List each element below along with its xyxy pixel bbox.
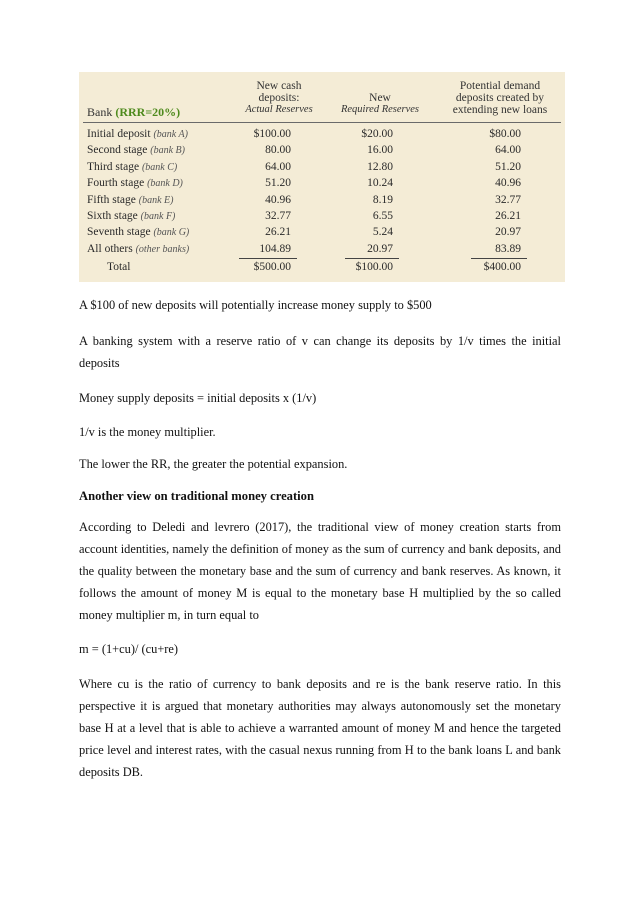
table-row bbox=[79, 243, 565, 256]
stage-name: Third stage bbox=[87, 160, 140, 173]
deposits-cell: $100.00 bbox=[253, 128, 291, 140]
money-multiplier-table bbox=[79, 72, 565, 282]
stage-label bbox=[87, 144, 185, 157]
bank-header-label: Bank bbox=[87, 105, 113, 119]
deposits-cell: 64.00 bbox=[265, 160, 291, 173]
section-heading: Another view on traditional money creation bbox=[79, 489, 314, 503]
potential-cell: 83.89 bbox=[495, 242, 521, 255]
potential-cell: $80.00 bbox=[489, 128, 521, 140]
reserves-sum-line bbox=[345, 258, 399, 259]
bank-name: (bank A) bbox=[153, 129, 188, 140]
deposits-cell: 80.00 bbox=[265, 144, 291, 157]
bank-name: (bank B) bbox=[150, 145, 185, 157]
potential-sum-line bbox=[471, 258, 527, 259]
bank-name: (other banks) bbox=[135, 243, 190, 255]
reserves-cell: 5.24 bbox=[372, 226, 393, 239]
paragraph-2: A banking system with a reserve ratio of v can change its deposits by 1/v times the initial deposits bbox=[79, 334, 561, 370]
col1-header-line1: New cash bbox=[256, 80, 302, 92]
stage-label bbox=[87, 194, 173, 207]
stage-name: Initial deposit bbox=[87, 128, 151, 140]
total-label: Total bbox=[107, 261, 131, 273]
stage-label bbox=[87, 128, 188, 141]
paragraph-4: 1/v is the money multiplier. bbox=[79, 425, 216, 439]
stage-label bbox=[87, 243, 189, 256]
table-row bbox=[79, 161, 565, 174]
potential-cell: 20.97 bbox=[495, 226, 521, 239]
table-row bbox=[79, 128, 565, 141]
col3-header-line1: Potential demand bbox=[459, 80, 541, 92]
reserves-cell: 16.00 bbox=[367, 144, 393, 157]
stage-label bbox=[87, 226, 189, 239]
reserves-cell: 20.97 bbox=[367, 242, 393, 255]
col2-header-line1: New bbox=[369, 92, 391, 104]
bank-name: (bank C) bbox=[141, 161, 178, 173]
col2-header bbox=[325, 92, 435, 116]
formula: m = (1+cu)/ (cu+re) bbox=[79, 642, 179, 656]
stage-name: Sixth stage bbox=[87, 210, 138, 222]
table-row bbox=[79, 194, 565, 207]
table-row bbox=[79, 210, 565, 223]
col1-header-line3: Actual Reserves bbox=[245, 104, 313, 115]
table-row-total bbox=[79, 261, 565, 274]
paragraph-6: According to Deledi and levrero (2017), the traditional view of money creation starts from account identities, namely the definition of money as the sum of currency and bank deposits, and the quality between the monetary base and the sum of currency and bank reserves. As known, it follows the amount of money M is equal to the monetary base H multiplied by the so called money multiplier m, in turn equal to bbox=[79, 520, 561, 622]
stage-name: Fifth stage bbox=[87, 193, 136, 206]
col1-header bbox=[229, 80, 329, 116]
total-deposits: $500.00 bbox=[253, 261, 291, 273]
paragraph-3: Money supply deposits = initial deposits x (1/v) bbox=[79, 391, 317, 405]
deposits-sum-line bbox=[239, 258, 297, 259]
bank-name: (bank F) bbox=[140, 211, 176, 222]
header-rule bbox=[83, 122, 561, 123]
deposits-cell: 40.96 bbox=[265, 193, 291, 206]
rrr-label: (RRR=20%) bbox=[115, 105, 181, 119]
stage-name: All others bbox=[87, 242, 133, 255]
col1-header-line2: deposits: bbox=[258, 92, 300, 104]
reserves-cell: $20.00 bbox=[361, 128, 393, 140]
paragraph-8: Where cu is the ratio of currency to bank deposits and re is the bank reserve ratio. In this perspective it is argued that monetary authorities may always autonomously set the monetary base H at a level that is able to achieve a warranted amount of money M and hence the targeted price level and interest rates, with the casual nexus running from H to the bank loans L and bank deposits DB. bbox=[79, 677, 561, 779]
bank-header bbox=[87, 105, 180, 120]
deposits-cell: 26.21 bbox=[265, 226, 291, 239]
potential-cell: 51.20 bbox=[495, 160, 521, 173]
reserves-cell: 12.80 bbox=[367, 160, 393, 173]
col3-header-line2: deposits created by bbox=[455, 92, 545, 104]
col2-header-line2: Required Reserves bbox=[340, 104, 420, 115]
total-potential: $400.00 bbox=[483, 261, 521, 273]
stage-name: Seventh stage bbox=[87, 226, 151, 239]
stage-label bbox=[87, 177, 183, 190]
potential-cell: 32.77 bbox=[495, 193, 521, 206]
table-row bbox=[79, 226, 565, 239]
stage-name: Fourth stage bbox=[87, 177, 145, 190]
table-row bbox=[79, 144, 565, 157]
table-row bbox=[79, 177, 565, 190]
bank-name: (bank E) bbox=[138, 194, 174, 206]
reserves-cell: 6.55 bbox=[372, 210, 393, 222]
stage-label bbox=[87, 210, 175, 223]
col3-header bbox=[441, 80, 559, 116]
deposits-cell: 51.20 bbox=[265, 177, 291, 190]
reserves-cell: 8.19 bbox=[372, 193, 393, 206]
stage-label bbox=[87, 161, 177, 174]
potential-cell: 64.00 bbox=[495, 144, 521, 157]
col3-header-line3: extending new loans bbox=[452, 104, 548, 116]
bank-name: (bank D) bbox=[147, 178, 183, 190]
potential-cell: 26.21 bbox=[495, 210, 521, 222]
deposits-cell: 32.77 bbox=[265, 210, 291, 222]
total-reserves: $100.00 bbox=[355, 261, 393, 273]
paragraph-1: A $100 of new deposits will potentially increase money supply to $500 bbox=[79, 298, 432, 312]
reserves-cell: 10.24 bbox=[367, 177, 393, 190]
stage-name: Second stage bbox=[87, 144, 148, 157]
potential-cell: 40.96 bbox=[495, 177, 521, 190]
paragraph-5: The lower the RR, the greater the potential expansion. bbox=[79, 457, 348, 471]
bank-name: (bank G) bbox=[153, 227, 190, 239]
deposits-cell: 104.89 bbox=[259, 242, 291, 255]
